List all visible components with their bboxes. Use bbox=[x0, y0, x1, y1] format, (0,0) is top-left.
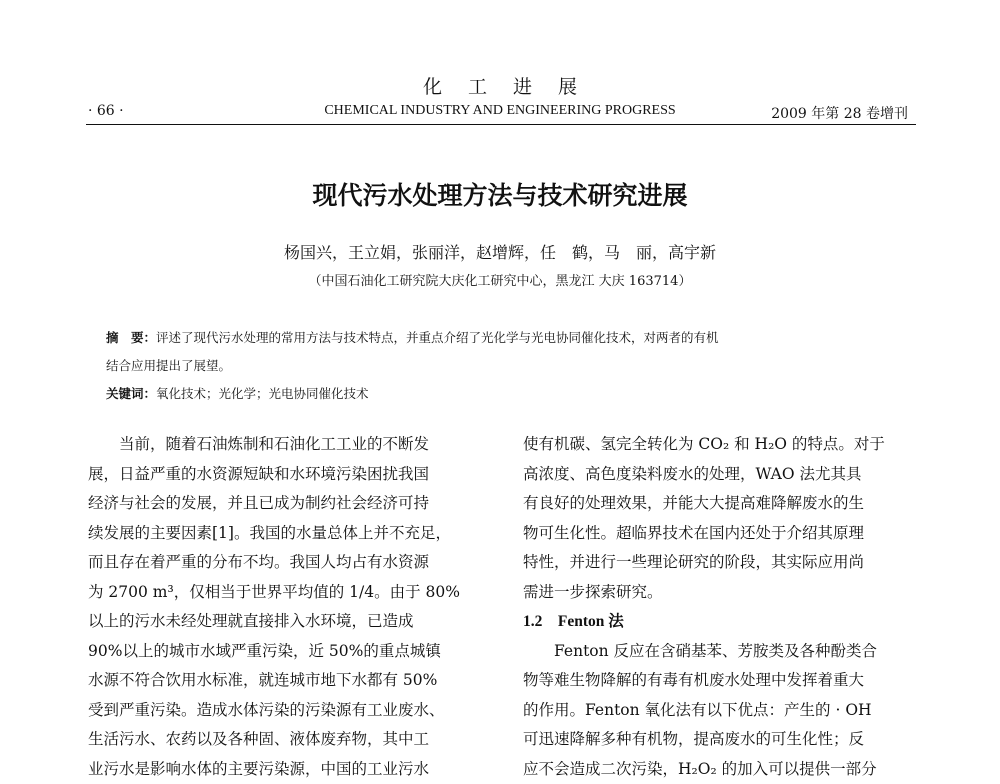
section-heading: 1.2 Fenton 法 bbox=[523, 607, 913, 637]
abstract-line-2: 结合应用提出了展望。 bbox=[106, 352, 906, 380]
abstract-line-1 bbox=[106, 324, 906, 352]
issue-info: 2009 年第 28 卷增刊 bbox=[771, 103, 908, 123]
body-line: 需进一步探索研究。 bbox=[523, 578, 913, 608]
body-line: 物可生化性。超临界技术在国内还处于介绍其原理 bbox=[523, 519, 913, 549]
author-list: 杨国兴，王立娟，张丽洋，赵增辉，任 鹤，马 丽，高宇新 bbox=[0, 240, 1000, 263]
header-rule bbox=[86, 124, 916, 125]
body-line: 展，日益严重的水资源短缺和水环境污染困扰我国 bbox=[88, 460, 478, 490]
keywords-line bbox=[106, 380, 906, 408]
body-line: 水源不符合饮用水标准，就连城市地下水都有 50% bbox=[88, 666, 478, 696]
body-line: 经济与社会的发展，并且已成为制约社会经济可持 bbox=[88, 489, 478, 519]
body-line: 而且存在着严重的分布不均。我国人均占有水资源 bbox=[88, 548, 478, 578]
keywords-text: 氧化技术；光化学；光电协同催化技术 bbox=[156, 386, 369, 401]
body-line: 有良好的处理效果，并能大大提高难降解废水的生 bbox=[523, 489, 913, 519]
body-line: 为 2700 m³，仅相当于世界平均值的 1/4。由于 80% bbox=[88, 578, 478, 608]
page-number: · 66 · bbox=[88, 103, 124, 119]
article-title: 现代污水处理方法与技术研究进展 bbox=[0, 176, 1000, 212]
body-line: Fenton 反应在含硝基苯、芳胺类及各种酚类合 bbox=[523, 637, 913, 667]
body-line: 以上的污水未经处理就直接排入水环境，已造成 bbox=[88, 607, 478, 637]
keywords-label: 关键词： bbox=[106, 386, 156, 401]
abstract-text-1: 评述了现代污水处理的常用方法与技术特点，并重点介绍了光化学与光电协同催化技术，对两者的有机 bbox=[156, 330, 719, 345]
body-line: 的作用。Fenton 氧化法有以下优点：产生的 · OH bbox=[523, 696, 913, 726]
body-line: 受到严重污染。造成水体污染的污染源有工业废水、 bbox=[88, 696, 478, 726]
body-line: 业污水是影响水体的主要污染源，中国的工业污水 bbox=[88, 755, 478, 784]
body-line: 当前，随着石油炼制和石油化工工业的不断发 bbox=[88, 430, 478, 460]
body-line: 应不会造成二次污染，H₂O₂ 的加入可以提供一部分 bbox=[523, 755, 913, 784]
body-line: 90%以上的城市水域严重污染，近 50%的重点城镇 bbox=[88, 637, 478, 667]
body-line: 高浓度、高色度染料废水的处理，WAO 法尤其具 bbox=[523, 460, 913, 490]
body-line: 可迅速降解多种有机物，提高废水的可生化性；反 bbox=[523, 725, 913, 755]
journal-name-chinese: 化工进展 bbox=[0, 72, 1000, 99]
body-line: 物等难生物降解的有毒有机废水处理中发挥着重大 bbox=[523, 666, 913, 696]
affiliation: （中国石油化工研究院大庆化工研究中心，黑龙江 大庆 163714） bbox=[0, 270, 1000, 289]
body-line: 续发展的主要因素[1]。我国的水量总体上并不充足， bbox=[88, 519, 478, 549]
journal-name-english: CHEMICAL INDUSTRY AND ENGINEERING PROGRESS bbox=[0, 103, 1000, 119]
body-line: 特性，并进行一些理论研究的阶段，其实际应用尚 bbox=[523, 548, 913, 578]
body-column-left bbox=[88, 430, 478, 784]
abstract-label: 摘 要： bbox=[106, 330, 156, 345]
body-line: 使有机碳、氢完全转化为 CO₂ 和 H₂O 的特点。对于 bbox=[523, 430, 913, 460]
abstract-block bbox=[106, 324, 906, 408]
body-line: 生活污水、农药以及各种固、液体废弃物，其中工 bbox=[88, 725, 478, 755]
body-column-right bbox=[523, 430, 913, 784]
